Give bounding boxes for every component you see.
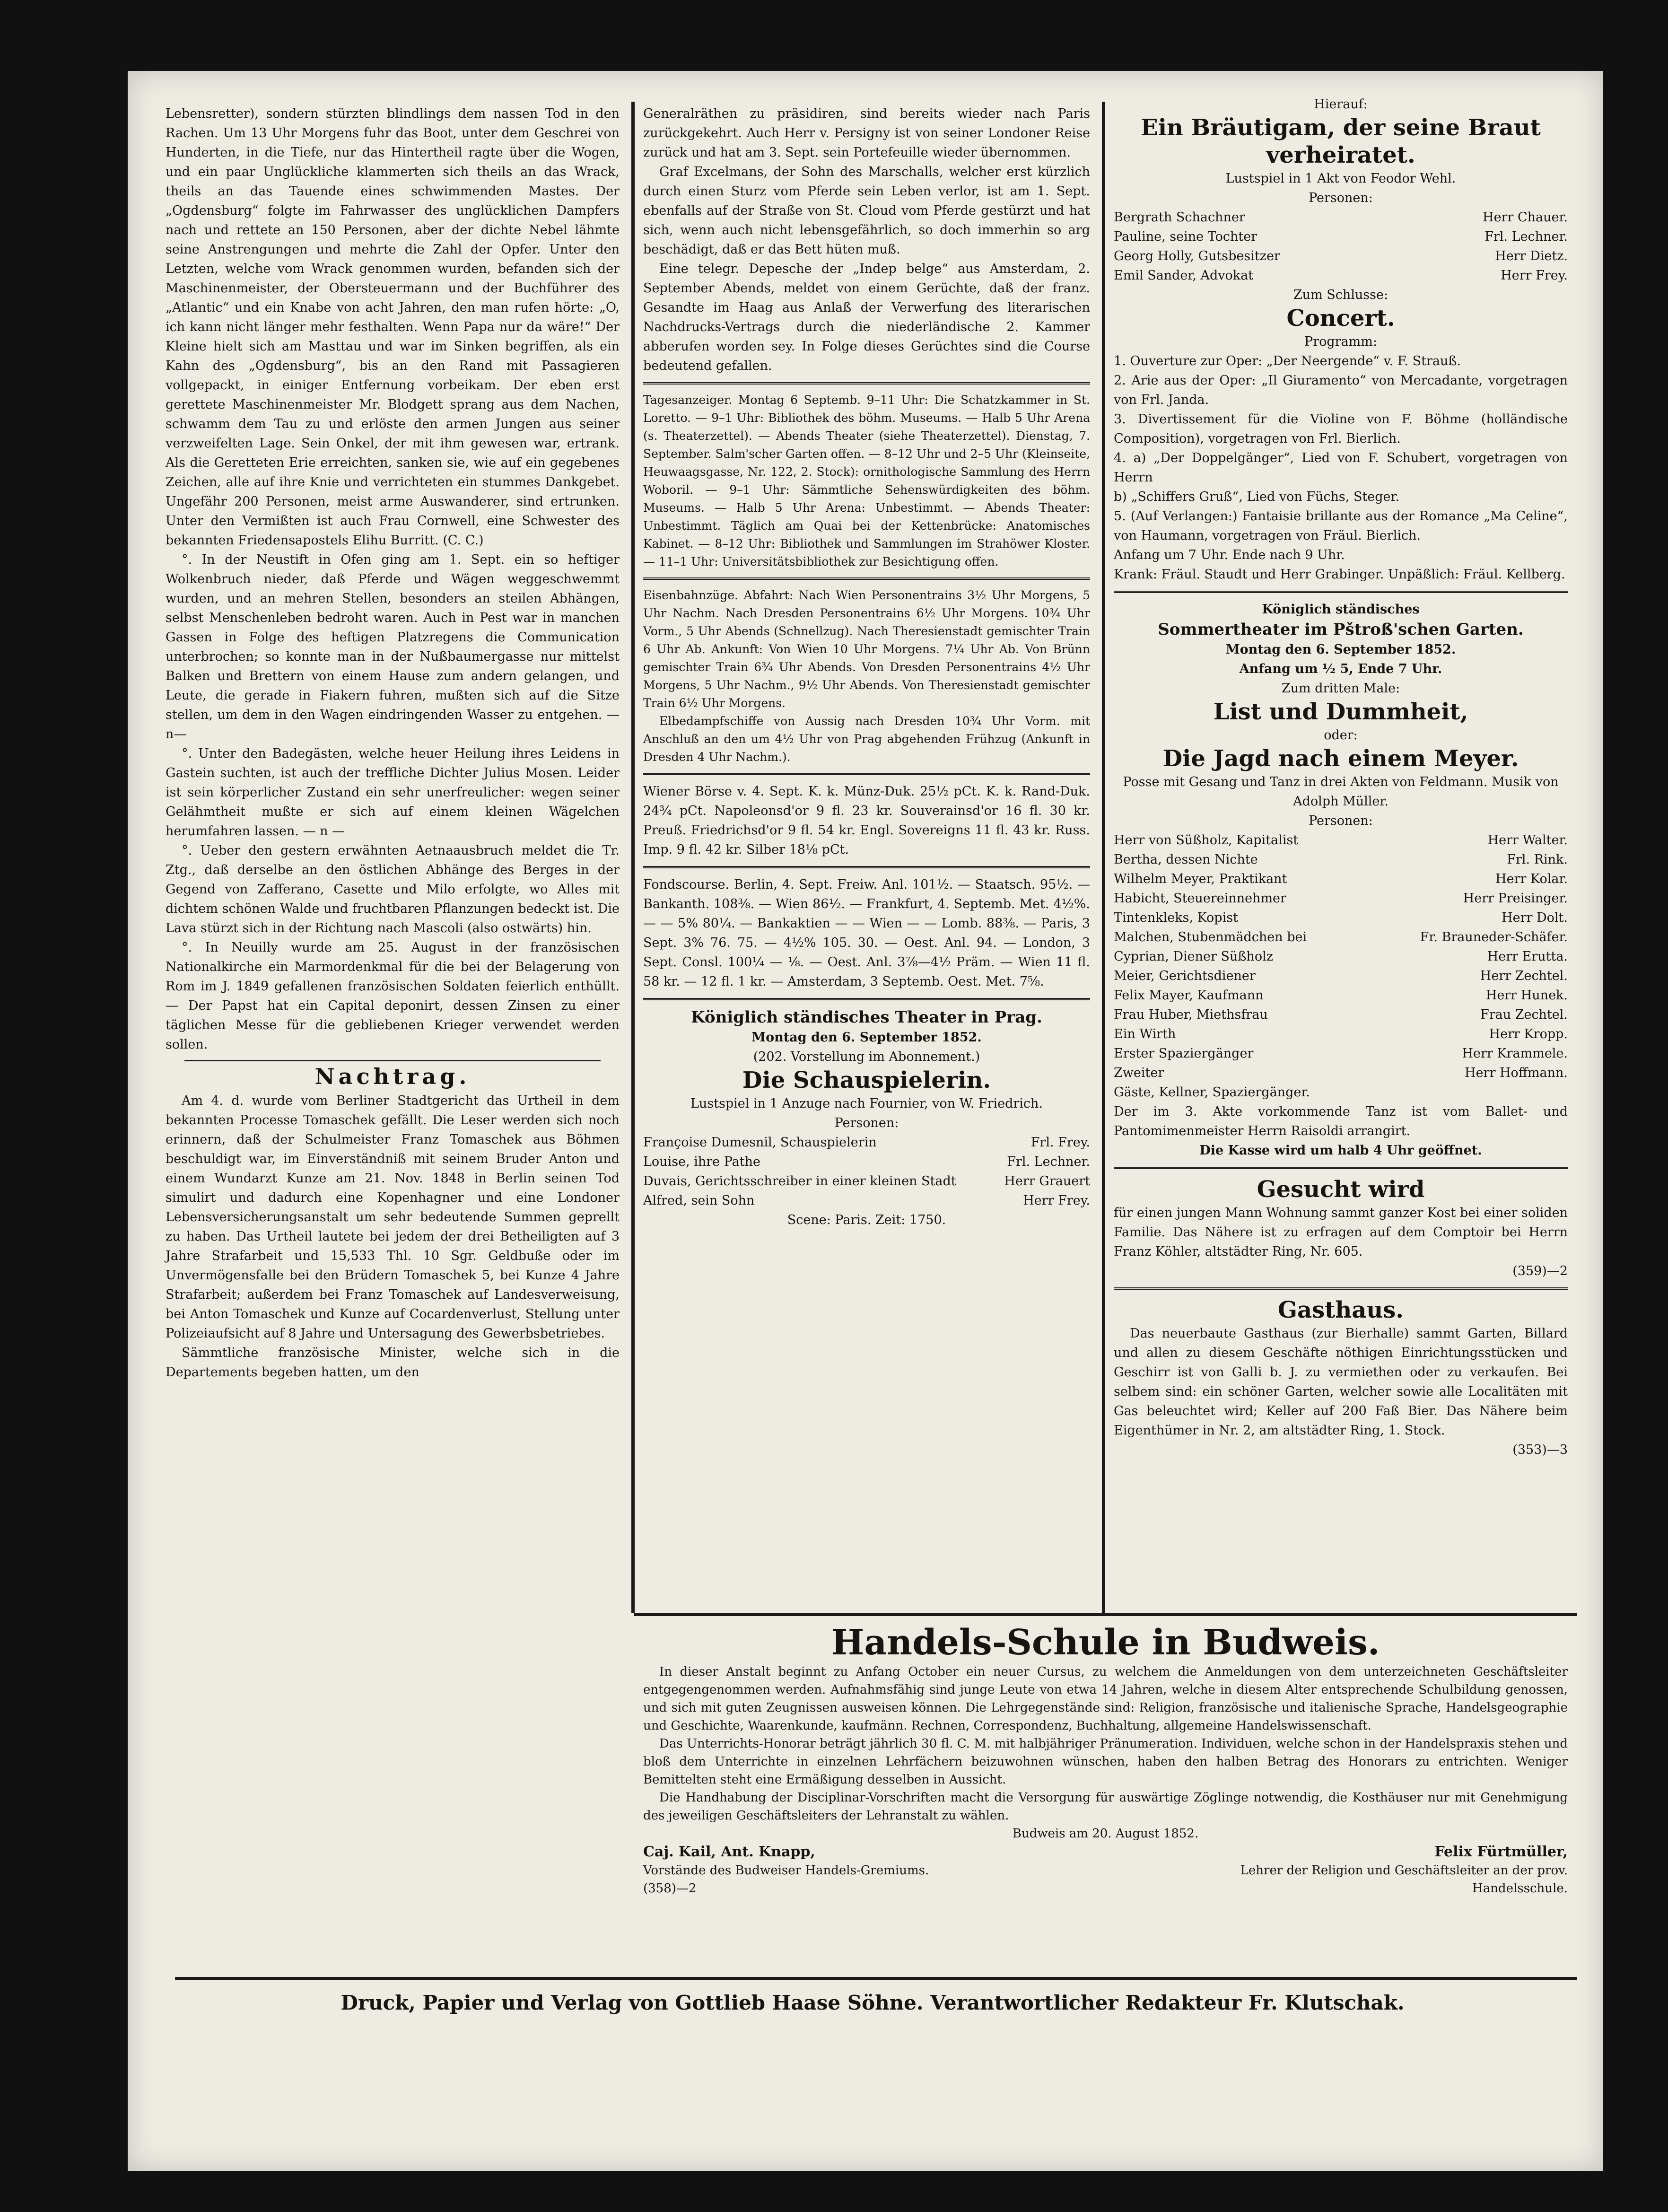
anfang-line: Anfang um 7 Uhr. Ende nach 9 Uhr.	[1114, 548, 1345, 562]
krank-line: Krank: Fräul. Staudt und Herr Grabinger. Unpäßlich: Fräul. Kellberg.	[1114, 567, 1565, 582]
cast-row: Françoise Dumesnil, Schauspielerin Frl. Frey.	[643, 1135, 1090, 1150]
gasthaus-text: Das neuerbaute Gasthaus (zur Bierhalle) sammt Garten, Billard und allen zu diesem Geschäfte nöthigen Einrichtungsstücken und Geschirr ist von Galli b. J. zu vermiethen oder zu verkaufen. Bei selbem sind: ein schöner Garten, welcher sowie alle Localitäten mit Gas beleuchtet wird; Keller auf 200 Faß Bier. Das Nähere beim Eigenthümer in Nr. 2, am altstädter Ring, 1. Stock.	[1114, 1326, 1568, 1438]
signature-block	[643, 1843, 1568, 1897]
zum-schlusse-label: Zum Schlusse:	[1293, 288, 1389, 302]
oder-label: oder:	[1324, 728, 1358, 743]
posse-line: Posse mit Gesang und Tanz in drei Akten von Feldmann. Musik von Adolph Müller.	[1123, 775, 1559, 809]
article-paragraph: °. In Neuilly wurde am 25. August in der französischen Nationalkirche ein Marmordenkmal für die bei der Belagerung von Rom im J. 1849 gefallenen französischen Soldaten feierlich enthüllt. — Der Papst hat ein Capital deponirt, dessen Zinsen zu einer täglichen Messe für die gebliebenen Krieger verwendet werden sollen.	[166, 940, 620, 1052]
article-paragraph: °. Ueber den gestern erwähnten Aetnaausbruch meldet die Tr. Ztg., daß derselbe an den östlichen Abhänge des Berges in der Gegend von Zafferano, Casette und Milo erfolgte, wo Alles mit dichtem schönen Walde und fruchtbaren Pflanzungen bedeckt ist. Die Lava stürzt sich in der Richtung nach Mascoli (also ostwärts) hin.	[166, 843, 620, 936]
wiener-boerse: Wiener Börse v. 4. Sept. K. k. Münz-Duk. 25½ pCt. K. k. Rand-Duk. 24¾ pCt. Napoleonsd'or 9 fl. 23 kr. Souverainsd'or 16 fl. 30 kr. Preuß. Friedrichsd'or 9 fl. 54 kr. Engl. Sovereigns 11 fl. 43 kr. Russ. Imp. 9 fl. 42 kr. Silber 18⅛ pCt.	[643, 784, 1090, 857]
column-1	[166, 104, 620, 1382]
personen-label: Personen:	[1309, 191, 1373, 205]
theater-date: Montag den 6. September 1852.	[751, 1030, 982, 1045]
personen-label: Personen:	[1309, 813, 1373, 828]
zum-dritten-label: Zum dritten Male:	[1281, 681, 1400, 696]
cast-row: Wilhelm Meyer, Praktikant Herr Kolar.	[1114, 872, 1568, 886]
article-paragraph: Am 4. d. wurde vom Berliner Stadtgericht das Urtheil in dem bekannten Processe Tomaschek gefällt. Die Leser werden sich noch erinnern, daß der Schulmeister Franz Tomaschek aus Böhmen beschuldigt war, im Einverständniß mit seinem Bruder Anton und einem Wundarzt Kunze am 21. Nov. 1848 in Berlin seinen Tod simulirt und dadurch eine Kopenhagner und eine Londoner Lebensversicherungsanstalt um sehr bedeutende Summen geprellt zu haben. Das Urtheil lautete bei jedem der drei Betheiligten auf 3 Jahre Strafarbeit und 15,533 Thl. 10 Sgr. Geldbuße oder im Unvermögensfalle bei den Brüdern Tomaschek 5, bei Kunze 4 Jahre Strafarbeit; außerdem bei Franz Tomaschek auf Landesverweisung, bei Anton Tomaschek und Kunze auf Cocardenverlust, Stellung unter Polizeiaufsicht auf 8 Jahre und Untersagung des Gewerbsbetriebes.	[166, 1093, 620, 1341]
eisenbahnzuege: Eisenbahnzüge. Abfahrt: Nach Wien Personentrains 3½ Uhr Morgens, 5 Uhr Nachm. Nach Dresden Personentrains 6½ Uhr Morgens. 10¾ Uhr Vorm., 5 Uhr Abends (Schnellzug). Nach Theresienstadt gemischter Train 6 Uhr Ab. Ankunft: Von Wien 10 Uhr Morgens. 7¼ Uhr Ab. Von Brünn gemischter Train 6¾ Uhr Abends. Von Dresden Personentrains 4½ Uhr Morgens, 5 Uhr Nachm., 9½ Uhr Abends. Von Theresienstadt gemischter Train 6½ Uhr Morgens.	[643, 588, 1090, 710]
sommer-heading-2: Sommertheater im Pštroß'schen Garten.	[1158, 620, 1524, 639]
cast-row: Malchen, Stubenmädchen bei Fr. Brauneder-Schäfer.	[1114, 930, 1568, 944]
cast-row: Bergrath Schachner Herr Chauer.	[1114, 210, 1568, 225]
sommer-heading: Königlich ständisches	[1262, 602, 1420, 617]
column-2	[643, 104, 1090, 1230]
gaeste-line: Gäste, Kellner, Spaziergänger.	[1114, 1085, 1310, 1100]
tanz-line: Der im 3. Akte vorkommende Tanz ist vom Ballet- und Pantomimenmeister Herrn Raisoldi arrangirt.	[1114, 1104, 1568, 1138]
play-title: Ein Bräutigam, der seine Braut verheiratet.	[1141, 114, 1541, 168]
program-item: 3. Divertissement für die Violine von F. Böhme (holländische Composition), vorgetragen von Frl. Bierlich.	[1114, 412, 1568, 446]
column-rule-1	[631, 102, 635, 1613]
gesucht-number: (359)—2	[1512, 1264, 1568, 1278]
cast-row: Pauline, seine Tochter Frl. Lechner.	[1114, 229, 1568, 244]
ad-paragraph: Die Handhabung der Disciplinar-Vorschriften macht die Versorgung für auswärtige Zöglinge notwendig, die Kosthäuser nur mit Genehmigung des jeweiligen Geschäftsleiters der Lehranstalt zu wählen.	[643, 1791, 1568, 1823]
cast-row: Cyprian, Diener Süßholz Herr Erutta.	[1114, 949, 1568, 964]
theater-play-subtitle: Lustspiel in 1 Anzuge nach Fournier, von W. Friedrich.	[690, 1096, 1043, 1111]
programm-label: Programm:	[1304, 334, 1377, 349]
concert-title: Concert.	[1286, 305, 1395, 332]
cast-row: Habicht, Steuereinnehmer Herr Preisinger.	[1114, 891, 1568, 906]
article-paragraph: °. In der Neustift in Ofen ging am 1. Sept. ein so heftiger Wolkenbruch nieder, daß Pferde und Wägen weggeschwemmt wurden, und an mehren Stellen, besonders an steilen Abhängen, selbst Menschenleben bedroht waren. Auch in Pest war in manchen Gassen in Folge des heftigen Platzregens die Communication unterbrochen; so konnte man in der Nußbaumergasse nur mittelst Balken und Brettern von einem Hause zum andern gelangen, und Leute, die gerade in Fiakern fuhren, mußten sich auf die Sitze stellen, um dem in den Wagen eindringenden Wasser zu entgehen. —n—	[166, 552, 620, 742]
tagesanzeiger: Tagesanzeiger. Montag 6 Septemb. 9–11 Uhr: Die Schatzkammer in St. Loretto. — 9–1 Uhr: Bibliothek des böhm. Museums. — Halb 5 Uhr Arena (s. Theaterzettel). — Abends Theater (siehe Theaterzettel). Dienstag, 7. September. Salm'scher Garten offen. — 8–12 Uhr und 2–5 Uhr (Kleinseite, Heuwaagsgasse, Nr. 122, 2. Stock): ornithologische Sammlung des Herrn Woboril. — 9–1 Uhr: Sämmtliche Sehenswürdigkeiten des böhm. Museums. — Halb 5 Uhr Arena: Unbestimmt. — Abends Theater: Unbestimmt. Täglich am Quai bei der Kettenbrücke: Anatomisches Kabinet. — 8–12 Uhr: Bibliothek und Sammlungen im Strahöwer Kloster. — 11–1 Uhr: Universitätsbibliothek zur Besichtigung offen.	[643, 393, 1090, 568]
cast-row: Ein Wirth Herr Kropp.	[1114, 1027, 1568, 1041]
jagd-title: Die Jagd nach einem Meyer.	[1162, 745, 1519, 772]
elbedampfschiffe: Elbedampfschiffe von Aussig nach Dresden 10¾ Uhr Vorm. mit Anschluß an den um 4½ Uhr von Prag abgehenden Frühzug (Ankunft in Dresden 4 Uhr Nachm.).	[643, 714, 1090, 764]
list-title: List und Dummheit,	[1213, 699, 1468, 725]
cast-row: Bertha, dessen Nichte Frl. Rink.	[1114, 852, 1568, 867]
signature-right-title: Lehrer der Religion und Geschäftsleiter an der prov. Handelsschule.	[1240, 1863, 1568, 1896]
divider	[643, 382, 1090, 385]
cast-row: Tintenkleks, Kopist Herr Dolt.	[1114, 910, 1568, 925]
play-subtitle: Lustspiel in 1 Akt von Feodor Wehl.	[1225, 171, 1456, 186]
theater-play-title: Die Schauspielerin.	[742, 1067, 991, 1093]
divider	[643, 773, 1090, 775]
program-item: 2. Arie aus der Oper: „Il Giuramento“ von Mercadante, vorgetragen von Frl. Janda.	[1114, 373, 1568, 407]
gesucht-text: für einen jungen Mann Wohnung sammt ganzer Kost bei einer soliden Familie. Das Nähere ist zu erfragen auf dem Comptoir bei Herrn Franz Köhler, altstädter Ring, Nr. 605.	[1114, 1206, 1568, 1259]
gasthaus-number: (353)—3	[1512, 1443, 1568, 1457]
theater-heading: Königlich ständisches Theater in Prag.	[691, 1008, 1042, 1027]
cast-row: Herr von Süßholz, Kapitalist Herr Walter.	[1114, 833, 1568, 848]
divider	[643, 866, 1090, 868]
gasthaus-title: Gasthaus.	[1278, 1297, 1404, 1323]
gesucht-title: Gesucht wird	[1257, 1176, 1425, 1203]
column-3	[1114, 95, 1568, 1460]
cast-row: Felix Mayer, Kaufmann Herr Hunek.	[1114, 988, 1568, 1003]
section-rule	[634, 1613, 1577, 1616]
cast-row: Frau Huber, Miethsfrau Frau Zechtel.	[1114, 1007, 1568, 1022]
imprint-footer: Druck, Papier und Verlag von Gottlieb Haase Söhne. Verantwortlicher Redakteur Fr. Klutschak.	[341, 1991, 1405, 2014]
program-item: 4. a) „Der Doppelgänger“, Lied von F. Schubert, vorgetragen von Herrn	[1114, 451, 1568, 485]
divider	[1114, 591, 1568, 593]
cast-row: Zweiter Herr Hoffmann.	[1114, 1066, 1568, 1080]
ad-paragraph: In dieser Anstalt beginnt zu Anfang October ein neuer Cursus, zu welchem die Anmeldungen von dem unterzeichneten Geschäftsleiter entgegengenommen werden. Aufnahmsfähig sind junge Leute von etwa 14 Jahren, welche in diesem Alter entsprechende Schulbildung genossen, und sich mit guten Zeugnissen ausweisen können. Die Lehrgegenstände sind: Religion, französische und italienische Sprache, Handelsgeographie und Geschichte, Waarenkunde, kaufmänn. Rechnen, Correspondenz, Buchhaltung, allgemeine Handelswissenschaft.	[643, 1665, 1568, 1733]
article-paragraph: °. Unter den Badegästen, welche heuer Heilung ihres Leidens in Gastein suchten, ist auch der treffliche Dichter Julius Mosen. Leider ist sein körperlicher Zustand ein sehr unerfreulicher: wegen seiner Gelähmtheit mußte er sich auf einem kleinen Wägelchen herumfahren lassen. — n —	[166, 746, 620, 839]
divider	[184, 1060, 601, 1061]
column-rule-2	[1102, 102, 1105, 1613]
footer-rule	[175, 1977, 1577, 1980]
nachtrag-heading: Nachtrag.	[314, 1064, 471, 1089]
kasse-line: Die Kasse wird um halb 4 Uhr geöffnet.	[1199, 1143, 1482, 1158]
hierauf-label: Hierauf:	[1314, 97, 1368, 112]
program-item: 1. Ouverture zur Oper: „Der Neergende“ v. F. Strauß.	[1114, 354, 1461, 368]
article-paragraph: Eine telegr. Depesche der „Indep belge“ aus Amsterdam, 2. September Abends, meldet von einem Gerüchte, daß der franz. Gesandte im Haag aus Anlaß der Verwerfung des literarischen Nachdrucks-Vertrags durch die niederländische 2. Kammer abberufen worden sey. In Folge dieses Gerüchtes sind die Course bedeutend gefallen.	[643, 262, 1090, 373]
cast-row: Emil Sander, Advokat Herr Frey.	[1114, 268, 1568, 283]
cast-row: Alfred, sein Sohn Herr Frey.	[643, 1193, 1090, 1208]
scene-line: Scene: Paris. Zeit: 1750.	[787, 1213, 946, 1227]
cast-row: Duvais, Gerichtsschreiber in einer kleinen Stadt Herr Grauert	[643, 1174, 1090, 1189]
sommer-anfang: Anfang um ½ 5, Ende 7 Uhr.	[1239, 662, 1442, 676]
ad-number: (358)—2	[643, 1881, 697, 1896]
article-paragraph: Sämmtliche französische Minister, welche sich in die Departements begeben hatten, um den	[166, 1346, 620, 1380]
signature-left: Caj. Kail, Ant. Knapp,	[643, 1844, 815, 1860]
cast-row: Erster Spaziergänger Herr Krammele.	[1114, 1046, 1568, 1061]
signature-right: Felix Fürtmüller,	[1434, 1844, 1568, 1860]
ad-paragraph: Das Unterrichts-Honorar beträgt jährlich 30 fl. C. M. mit halbjähriger Pränumeration. Individuen, welche schon in der Handelspraxis stehen und bloß dem Unterrichte in einzelnen Lehrfächern beizuwohnen wünschen, haben den halben Betrag des Honorars zu entrichten. Weniger Bemittelten steht eine Ermäßigung desselben in Aussicht.	[643, 1737, 1568, 1787]
divider	[1114, 1167, 1568, 1169]
divider	[643, 577, 1090, 580]
handelsschule-ad	[643, 1622, 1568, 1897]
cast-row: Georg Holly, Gutsbesitzer Herr Dietz.	[1114, 249, 1568, 263]
sommer-date: Montag den 6. September 1852.	[1225, 642, 1456, 657]
article-paragraph: Lebensretter), sondern stürzten blindlings dem nassen Tod in den Rachen. Um 13 Uhr Morgens fuhr das Boot, unter dem Geschrei von Hunderten, in die Tiefe, nur das Hintertheil ragte über die Wogen, und ein paar Unglückliche klammerten sich theils an das Wrack, theils an das Tauende eines schwimmenden Mastes. Der „Ogdensburg“ folgte im Fahrwasser des unglücklichen Dampfers nach und rettete an 150 Personen, aber der dichte Nebel lähmte seine Anstrengungen und mehrte die Zahl der Opfer. Unter den Letzten, welche vom Wrack genommen wurden, befanden sich der Maschinenmeister, der Obersteuermann und der Buchführer des „Atlantic“ und ein Knabe von acht Jahren, den man rufen hörte: „O, ich kann nicht länger mehr festhalten. Wenn Papa nur da wäre!“ Der Kleine hielt sich am Masttau und war im Sinken begriffen, als ein Kahn des „Ogdensburg“, bis an den Rand mit Passagieren vollgepackt, in einiger Entfernung vorbeikam. Der eben erst gerettete Maschinenmeister Mr. Blodgett sprang aus dem Nachen, schwamm dem Tau zu und erlöste den armen Jungen aus seiner verzweifelten Lage. Sein Onkel, der mit ihm gewesen war, ertrank. Als die Geretteten Erie erreichten, sanken sie, wie auf ein gegebenes Zeichen, alle auf ihre Knie und verrichteten ein stummes Dankgebet. Ungefähr 200 Personen, meist arme Auswanderer, sind ertrunken. Unter den Vermißten ist auch Frau Cornwell, eine Schwester des bekannten Friedensapostels Elihu Burritt. (C. C.)	[166, 106, 620, 548]
personen-label: Personen:	[834, 1116, 899, 1130]
article-paragraph: Generalräthen zu präsidiren, sind bereits wieder nach Paris zurückgekehrt. Auch Herr v. Persigny ist von seiner Londoner Reise zurück und hat am 3. Sept. sein Portefeuille wieder übernommen.	[643, 106, 1090, 160]
cast-row: Meier, Gerichtsdiener Herr Zechtel.	[1114, 969, 1568, 983]
ad-date: Budweis am 20. August 1852.	[1012, 1827, 1199, 1841]
signature-left-title: Vorstände des Budweiser Handels-Gremiums.	[643, 1863, 929, 1878]
cast-row: Louise, ihre Pathe Frl. Lechner.	[643, 1154, 1090, 1169]
fondscourse: Fondscourse. Berlin, 4. Sept. Freiw. Anl. 101½. — Staatsch. 95½. — Bankanth. 108⅜. — Wien 86½. — Frankfurt, 4. Septemb. Met. 4½%. — — 5% 80¼. — Bankaktien — — Wien — — Lomb. 88⅜. — Paris, 3 Sept. 3% 76. 75. — 4½% 105. 30. — Oest. Anl. 94. — London, 3 Sept. Consl. 100¼ — ⅛. — Oest. Anl. 3⅞—4½ Präm. — Wien 11 fl. 58 kr. — 12 fl. 1 kr. — Amsterdam, 3 Septemb. Oest. Met. 7⅝.	[643, 877, 1090, 989]
divider	[1114, 1287, 1568, 1290]
theater-vorstellung: (202. Vorstellung im Abonnement.)	[753, 1049, 980, 1064]
program-item: b) „Schiffers Gruß“, Lied von Füchs, Steger.	[1114, 490, 1400, 504]
program-item: 5. (Auf Verlangen:) Fantaisie brillante aus der Romance „Ma Celine“, von Haumann, vorgetragen von Fräul. Bierlich.	[1114, 509, 1568, 543]
handelsschule-title: Handels-Schule in Budweis.	[831, 1622, 1380, 1663]
divider	[643, 998, 1090, 1000]
article-paragraph: Graf Excelmans, der Sohn des Marschalls, welcher erst kürzlich durch einen Sturz vom Pferde sein Leben verlor, ist am 1. Sept. ebenfalls auf der Straße von St. Cloud vom Pferde gestürzt und hat sich, wenn auch nicht lebensgefährlich, so doch immerhin so arg beschädigt, daß er das Bett hüten muß.	[643, 165, 1090, 257]
